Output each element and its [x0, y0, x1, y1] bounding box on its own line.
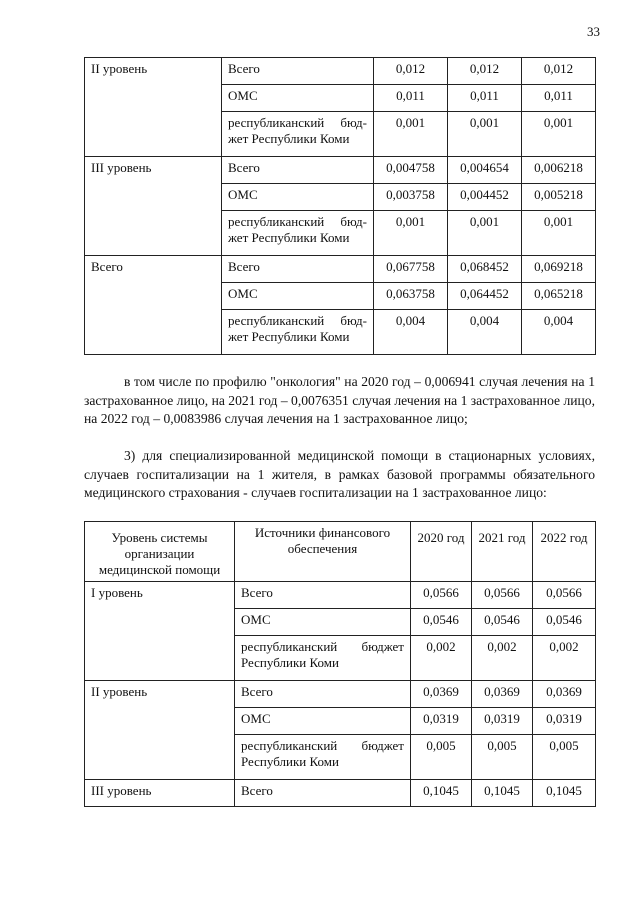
table-row [85, 582, 596, 609]
paragraph-oncology [84, 373, 595, 429]
value-2021: 0,004654 [448, 157, 522, 184]
table-hospital-care-top [84, 57, 596, 355]
value-2020: 0,1045 [411, 780, 472, 807]
table-row [85, 780, 596, 807]
source-cell: ОМС [235, 609, 411, 636]
source-line-2: жет Республики Коми [228, 230, 350, 245]
source-line-1: республиканский бюд- [228, 115, 367, 130]
value-2020: 0,0319 [411, 708, 472, 735]
value-2020: 0,063758 [374, 283, 448, 310]
value-2022: 0,004 [522, 310, 596, 355]
source-cell: Всего [235, 681, 411, 708]
value-2021: 0,011 [448, 85, 522, 112]
value-2022: 0,0369 [533, 681, 596, 708]
value-2020: 0,0566 [411, 582, 472, 609]
level-cell: III уровень [85, 780, 235, 807]
source-line-1: республиканский бюджет [241, 738, 404, 753]
source-cell: ОМС [222, 85, 374, 112]
value-2020: 0,004758 [374, 157, 448, 184]
value-2020: 0,005 [411, 735, 472, 780]
value-2021: 0,001 [448, 211, 522, 256]
value-2022: 0,006218 [522, 157, 596, 184]
value-2021: 0,004452 [448, 184, 522, 211]
value-2022: 0,065218 [522, 283, 596, 310]
value-2022: 0,012 [522, 58, 596, 85]
value-2021: 0,001 [448, 112, 522, 157]
source-cell: Всего [222, 256, 374, 283]
header-2020: 2020 год [411, 522, 472, 582]
value-2020: 0,001 [374, 112, 448, 157]
value-2020: 0,001 [374, 211, 448, 256]
paragraph-hospital-text: 3) для специализированной медицинской помощи в стационарных условиях, случаев госпитализации на 1 жителя, в рамках базовой программы обязательного медицинского страхования - случаев госпитализации на 1 застрахованное лицо: [84, 448, 595, 500]
source-line-1: республиканский бюд- [228, 214, 367, 229]
value-2022: 0,005 [533, 735, 596, 780]
paragraph-hospital [84, 447, 595, 503]
value-2022: 0,0546 [533, 609, 596, 636]
source-cell [222, 310, 374, 355]
value-2020: 0,003758 [374, 184, 448, 211]
value-2020: 0,0369 [411, 681, 472, 708]
header-2021: 2021 год [472, 522, 533, 582]
value-2022: 0,011 [522, 85, 596, 112]
value-2021: 0,0546 [472, 609, 533, 636]
source-line-2: Республики Коми [241, 754, 339, 769]
source-cell [235, 636, 411, 681]
table-row [85, 58, 596, 85]
source-cell [222, 211, 374, 256]
source-line-1: республиканский бюд- [228, 313, 367, 328]
table-row [85, 256, 596, 283]
value-2020: 0,002 [411, 636, 472, 681]
source-cell: Всего [222, 58, 374, 85]
table-header-row [85, 522, 596, 582]
value-2022: 0,0566 [533, 582, 596, 609]
source-line-1: республиканский бюджет [241, 639, 404, 654]
header-2022: 2022 год [533, 522, 596, 582]
value-2021: 0,064452 [448, 283, 522, 310]
source-line-2: жет Республики Коми [228, 329, 350, 344]
source-cell [222, 112, 374, 157]
value-2021: 0,0566 [472, 582, 533, 609]
page-number: 33 [587, 24, 600, 39]
level-cell: I уровень [85, 582, 235, 681]
value-2021: 0,1045 [472, 780, 533, 807]
level-cell: Всего [85, 256, 222, 355]
table-row [85, 681, 596, 708]
table-row [85, 157, 596, 184]
value-2022: 0,001 [522, 211, 596, 256]
source-cell: ОМС [235, 708, 411, 735]
source-cell: ОМС [222, 184, 374, 211]
paragraph-oncology-text: в том числе по профилю "онкология" на 2020 год – 0,006941 случая лечения на 1 застрахованное лицо, на 2021 год – 0,0076351 случая лечения на 1 застрахованное лицо, на 2022 год – 0,0083986 случая лечения на 1 застрахованное лицо; [84, 374, 595, 426]
source-line-2: Республики Коми [241, 655, 339, 670]
source-cell: Всего [235, 780, 411, 807]
value-2021: 0,012 [448, 58, 522, 85]
value-2020: 0,0546 [411, 609, 472, 636]
value-2020: 0,067758 [374, 256, 448, 283]
value-2022: 0,001 [522, 112, 596, 157]
table-hospital-care [84, 521, 596, 807]
value-2021: 0,0319 [472, 708, 533, 735]
source-cell [235, 735, 411, 780]
source-cell: ОМС [222, 283, 374, 310]
value-2021: 0,005 [472, 735, 533, 780]
level-cell: II уровень [85, 58, 222, 157]
value-2022: 0,002 [533, 636, 596, 681]
level-cell: II уровень [85, 681, 235, 780]
value-2022: 0,1045 [533, 780, 596, 807]
source-line-2: жет Республики Коми [228, 131, 350, 146]
value-2021: 0,002 [472, 636, 533, 681]
source-cell: Всего [235, 582, 411, 609]
value-2020: 0,011 [374, 85, 448, 112]
level-cell: III уровень [85, 157, 222, 256]
value-2021: 0,0369 [472, 681, 533, 708]
header-source: Источники финансового обеспечения [235, 522, 411, 582]
value-2022: 0,005218 [522, 184, 596, 211]
value-2022: 0,069218 [522, 256, 596, 283]
value-2021: 0,004 [448, 310, 522, 355]
value-2020: 0,012 [374, 58, 448, 85]
value-2020: 0,004 [374, 310, 448, 355]
value-2022: 0,0319 [533, 708, 596, 735]
value-2021: 0,068452 [448, 256, 522, 283]
source-cell: Всего [222, 157, 374, 184]
header-level: Уровень системы организации медицинской помощи [85, 522, 235, 582]
